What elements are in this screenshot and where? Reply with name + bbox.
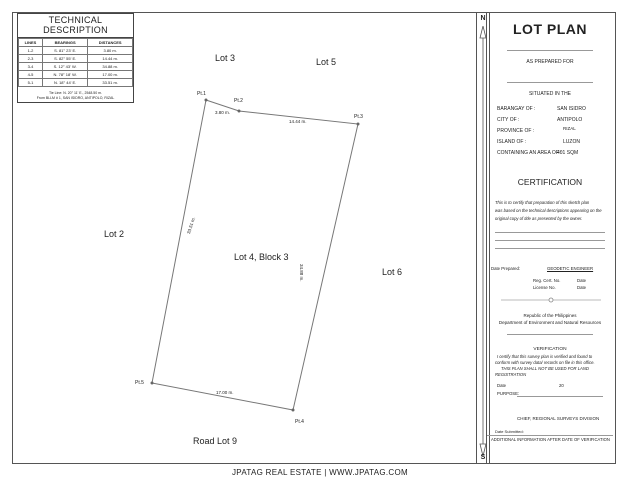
bearing-cell: S. 12° 43' W.: [42, 63, 87, 71]
province-label: PROVINCE OF :: [497, 128, 535, 134]
footer-brand: JPATAG REAL ESTATE | WWW.JPATAG.COM: [232, 468, 408, 477]
certification-heading: CERTIFICATION: [517, 177, 583, 187]
distance-cell: 3.80 m.: [88, 47, 133, 55]
corner-point-2: [238, 110, 241, 113]
purpose-label: PURPOSE:: [497, 391, 520, 396]
island-label: ISLAND OF :: [497, 139, 527, 145]
blank-line: [517, 396, 603, 397]
tie-line-note: Tie Line: N. 20° 11' E., 2548.50 m.: [48, 91, 103, 95]
barangay-label: BARANGAY OF :: [497, 106, 536, 112]
divider: [487, 435, 613, 436]
verification-line-2: conform with survey data/ records on file in this office.: [495, 360, 595, 365]
corner-point-4: [292, 409, 295, 412]
line-cell: 3-4: [19, 63, 43, 71]
distance-cell: 14.44 m.: [88, 55, 133, 63]
distance-3-4: 34.88 m.: [299, 264, 304, 282]
blank-line: [507, 334, 593, 335]
owner-line: [507, 82, 593, 83]
certification-line-2: was based on the technical descriptions appearing on the: [495, 208, 602, 213]
certification-line-3: original copy of title as presented by the owner.: [495, 216, 583, 221]
prepared-for-label: AS PREPARED FOR: [526, 59, 574, 65]
reg-cert-label: Reg. Cert. No.: [533, 278, 561, 283]
title-block: [486, 12, 613, 464]
barangay-value: SAN ISIDRO: [557, 106, 586, 112]
verification-heading: VERIFICATION: [533, 347, 567, 352]
province-value: RIZAL: [563, 126, 576, 131]
blank-line: [495, 232, 605, 233]
corner-point-3: [357, 123, 360, 126]
area-value: 401 SQM: [557, 150, 579, 156]
column-header: DISTANCES: [88, 39, 133, 47]
republic-label: Republic of the Philippines: [523, 313, 577, 318]
blank-line: [495, 240, 605, 241]
date-prepared-label: Date Prepared:: [491, 266, 521, 271]
lot-5-label: Lot 5: [316, 57, 337, 67]
bearing-cell: S. 82° 55' E.: [42, 55, 87, 63]
verification-line-4: REGISTRATION: [495, 372, 527, 377]
column-header: LINES: [19, 39, 43, 47]
point-4-label: Pt.4: [295, 419, 304, 425]
plan-title: LOT PLAN: [513, 21, 587, 37]
certification-line-1: This is to certify that preparation of this sketch plan: [495, 200, 590, 205]
point-5-label: Pt.5: [135, 380, 144, 386]
corner-point-1: [205, 99, 208, 102]
subject-lot-label: Lot 4, Block 3: [234, 252, 289, 262]
line-cell: 4-5: [19, 71, 43, 79]
column-header: BEARINGS: [42, 39, 87, 47]
distance-cell: 17.00 m.: [88, 71, 133, 79]
point-3-label: Pt.3: [354, 114, 363, 120]
distance-5-1: 33.51 m.: [186, 216, 197, 235]
technical-description-title: TECHNICAL DESCRIPTION: [18, 14, 133, 38]
reg-cert-date-label: Date: [577, 278, 587, 283]
point-2-label: Pt.2: [234, 98, 243, 104]
lot-2-label: Lot 2: [104, 229, 125, 239]
divider: [507, 50, 593, 51]
line-cell: 1-2: [19, 47, 43, 55]
denr-label: Department of Environment and Natural Resources: [498, 320, 602, 325]
island-value: LUZON: [563, 139, 580, 145]
tie-reference-note: From BLLM # 1, SAN ISIDRO, ANTIPOLO, RIZAL: [36, 96, 115, 100]
bearing-cell: N. 78° 18' W.: [42, 71, 87, 79]
line-cell: 5-1: [19, 79, 43, 87]
lot-6-label: Lot 6: [382, 267, 403, 277]
line-cell: 2-3: [19, 55, 43, 63]
additional-info-label: ADDITIONAL INFORMATION AFTER DATE OF VERIFICATION: [491, 437, 610, 442]
geodetic-engineer-label: GEODETIC ENGINEER: [547, 266, 594, 271]
south-label: S: [480, 454, 486, 461]
license-no-label: License No.: [533, 285, 556, 290]
verification-line-1: I certify that this survey plan is verified and found to: [497, 354, 593, 359]
city-label: CITY OF :: [497, 117, 520, 123]
verification-line-3: THIS PLAN SHALL NOT BE USED FOR LAND: [501, 366, 589, 371]
lot-3-label: Lot 3: [215, 53, 236, 63]
distance-cell: 33.51 m.: [88, 79, 133, 87]
road-lot-label: Road Lot 9: [193, 436, 238, 446]
bearing-cell: N. 18° 44' E.: [42, 79, 87, 87]
ornament-divider-icon: [501, 297, 601, 303]
point-1-label: Pt.1: [197, 91, 206, 97]
city-value: ANTIPOLO: [557, 117, 583, 123]
bearing-cell: S. 81° 23' E.: [42, 47, 87, 55]
area-label: CONTAINING AN AREA OF :: [497, 150, 562, 156]
distance-cell: 34.88 m.: [88, 63, 133, 71]
distance-1-2: 3.80 m.: [215, 110, 231, 115]
situated-in-label: SITUATED IN THE: [528, 91, 572, 97]
corner-point-5: [151, 382, 154, 385]
chief-signatory-label: CHIEF, REGIONAL SURVEYS DIVISION: [517, 416, 600, 421]
north-label: N: [480, 15, 486, 22]
distance-4-5: 17.00 m.: [216, 390, 234, 395]
verification-year-label: 20: [559, 383, 564, 388]
date-submitted-label: Date Submitted:: [495, 429, 524, 434]
blank-line: [495, 248, 605, 249]
license-date-label: Date: [577, 285, 587, 290]
distance-2-3: 14.44 m.: [289, 119, 307, 124]
verification-date-label: Date: [497, 383, 507, 388]
